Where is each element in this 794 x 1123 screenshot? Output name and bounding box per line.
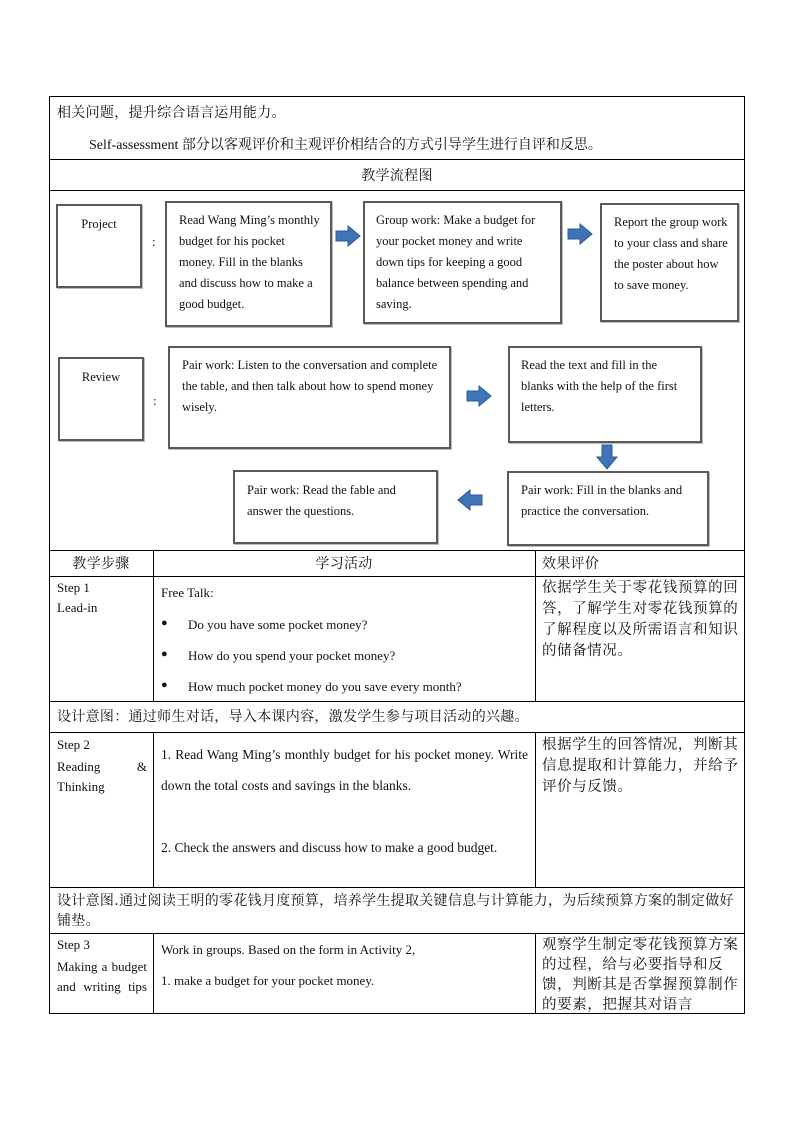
col-divider — [153, 933, 154, 1013]
list-item: ● How do you spend your pocket money? — [161, 648, 531, 679]
step2-evaluation: 根据学生的回答情况，判断其信息提取和计算能力，并给予评价与反馈。 — [542, 737, 739, 795]
project-colon: : — [152, 234, 156, 249]
arrow-left-icon — [457, 489, 483, 511]
project-step-2-text: Group work: Make a budget for your pocket money and write down tips for keeping a good balance between spending and saving. — [376, 213, 536, 311]
header-evaluation: 效果评价 — [542, 556, 600, 572]
step1-step: Step 1 — [57, 580, 90, 595]
flowchart-title: 教学流程图 — [361, 168, 433, 184]
design-intent-1: 设计意图：通过师生对话，导入本课内容，激发学生参与项目活动的兴趣。 — [57, 709, 529, 725]
review-step-4-text: Pair work: Read the fable and answer the questions. — [247, 483, 396, 518]
design-intent-2: 设计意图.通过阅读王明的零花钱月度预算，培养学生提取关键信息与计算能力，为后续预算方案的制定做好铺垫。 — [57, 893, 734, 929]
list-item: ● Do you have some pocket money? — [161, 617, 531, 648]
row-divider — [49, 887, 745, 888]
arrow-right-icon — [466, 385, 492, 407]
header-activities: 学习活动 — [315, 556, 373, 572]
review-step-2-box — [508, 346, 702, 443]
review-step-1-box — [168, 346, 451, 449]
step2-activity-1: 1. Read Wang Ming’s monthly budget for his pocket money. Write down the total costs and savings in the blanks. — [161, 747, 528, 793]
project-step-3-box — [600, 203, 739, 322]
col-divider — [153, 732, 154, 887]
step1-question-list — [161, 617, 531, 710]
project-label: Project — [81, 217, 117, 231]
step1-name: Lead-in — [57, 600, 98, 615]
col-divider — [535, 550, 536, 701]
step1-activity-title: Free Talk: — [161, 585, 214, 600]
review-step-3-text: Pair work: Fill in the blanks and practice the conversation. — [521, 483, 683, 518]
row-divider — [49, 190, 745, 191]
intro-text-line1: 相关问题，提升综合语言运用能力。 — [57, 105, 286, 121]
project-step-2-box — [363, 201, 562, 324]
list-item: ● How much pocket money do you save every month? — [161, 679, 531, 710]
step3-name: Making a budget and writing tips — [57, 959, 147, 994]
review-step-1-text: Pair work: Listen to the conversation and complete the table, and then talk about how to spend money wisely. — [182, 358, 438, 414]
review-label: Review — [81, 370, 121, 384]
review-label-box — [58, 357, 144, 441]
col-divider — [535, 732, 536, 887]
step2-name: Reading & Thinking — [57, 759, 147, 794]
col-divider — [535, 933, 536, 1013]
step3-activity-1: Work in groups. Based on the form in Activity 2, — [161, 942, 416, 957]
step3-activity-2: 1. make a budget for your pocket money. — [161, 973, 375, 988]
step3-evaluation: 观察学生制定零花钱预算方案的过程，给与必要指导和反馈，判断其是否掌握预算制作的要素，把握其对语言 — [542, 937, 739, 1013]
project-step-1-box — [165, 201, 332, 327]
intro-text-line2: Self-assessment 部分以客观评价和主观评价相结合的方式引导学生进行自评和反思。 — [89, 138, 602, 153]
project-label-box — [56, 204, 142, 288]
step3-step: Step 3 — [57, 937, 90, 952]
row-divider — [49, 159, 745, 160]
project-step-1-text: Read Wang Ming’s monthly budget for his pocket money. Fill in the blanks and discuss how to make a good budget. — [179, 213, 320, 311]
arrow-right-icon — [567, 223, 593, 245]
table-border-right — [744, 96, 745, 1014]
step2-activity-2: 2. Check the answers and discuss how to make a good budget. — [161, 840, 498, 855]
header-steps: 教学步骤 — [72, 556, 130, 572]
arrow-down-icon — [596, 444, 618, 470]
table-border-top — [49, 96, 745, 97]
review-step-4-box — [233, 470, 438, 544]
step1-evaluation: 依据学生关于零花钱预算的回答，了解学生对零花钱预算的了解程度以及所需语言和知识的储备情况。 — [542, 580, 739, 659]
step2-step: Step 2 — [57, 737, 90, 752]
review-step-3-box — [507, 471, 709, 546]
project-step-3-text: Report the group work to your class and share the poster about how to save money. — [614, 215, 728, 292]
review-colon: : — [153, 393, 157, 408]
review-step-2-text: Read the text and fill in the blanks with the help of the first letters. — [521, 358, 678, 414]
arrow-right-icon — [335, 225, 361, 247]
